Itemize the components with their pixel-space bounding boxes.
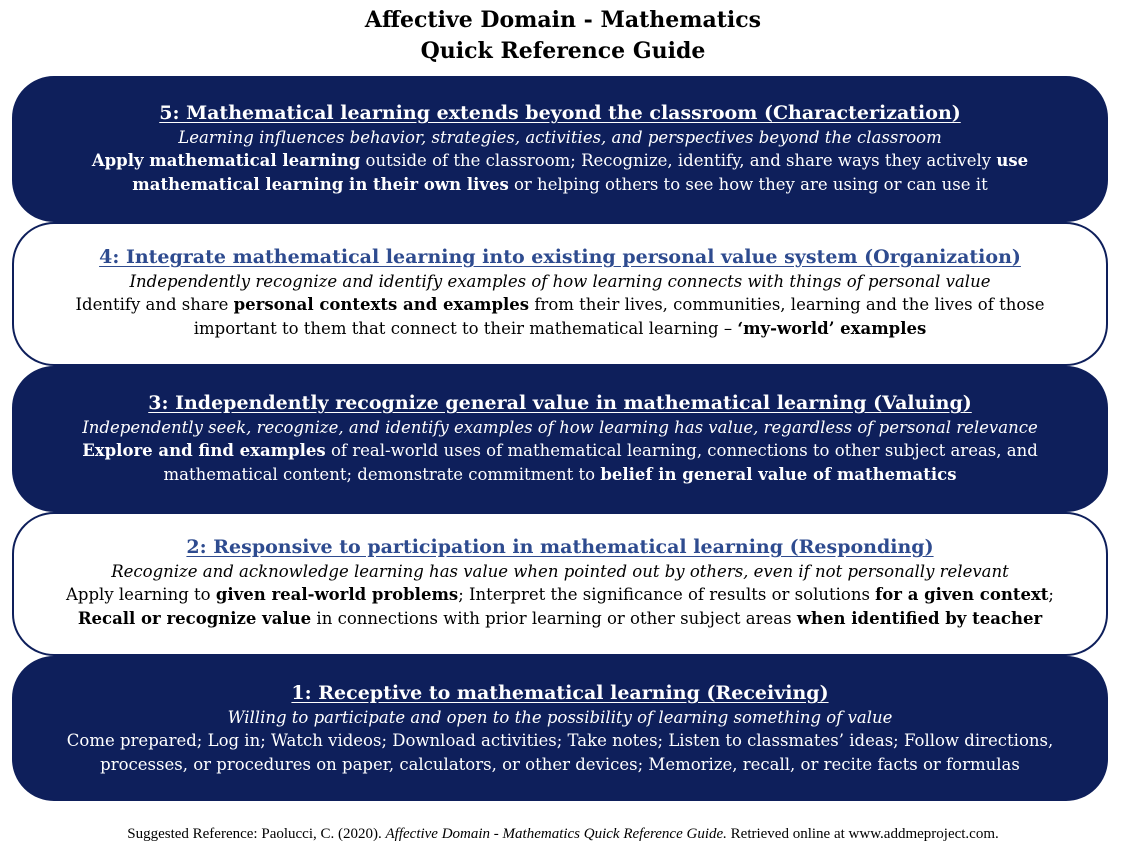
body-text: Identify and share	[75, 295, 234, 314]
reference-title: Affective Domain - Mathematics Quick Reference Guide.	[385, 826, 727, 842]
page-title: Affective Domain - Mathematics	[364, 7, 762, 33]
emphasis-text: Apply mathematical learning	[91, 151, 361, 170]
page-subtitle: Quick Reference Guide	[420, 38, 706, 64]
level-heading: 5: Mathematical learning extends beyond the classroom (Characterization)	[159, 102, 961, 124]
level-heading: 3: Independently recognize general value in mathematical learning (Valuing)	[148, 392, 972, 414]
level-description: Independently seek, recognize, and identify examples of how learning has value, regardless of personal relevance	[82, 418, 1038, 437]
level-body	[14, 439, 1106, 487]
level-body	[14, 729, 1106, 777]
body-text: Apply learning to	[66, 585, 216, 604]
level-heading: 4: Integrate mathematical learning into existing personal value system (Organization)	[99, 246, 1021, 268]
body-text: ;	[1048, 585, 1054, 604]
level-body	[14, 149, 1106, 197]
body-text: or helping others to see how they are using or can use it	[508, 175, 988, 194]
body-text: processes, or procedures on paper, calculators, or other devices; Memorize, recall, or recite facts or formulas	[100, 755, 1020, 774]
emphasis-text: for a given context	[875, 585, 1049, 604]
emphasis-text: Explore and find examples	[82, 441, 326, 460]
level-description: Recognize and acknowledge learning has value when pointed out by others, even if not personally relevant	[111, 562, 1009, 581]
body-text: Come prepared; Log in; Watch videos; Download activities; Take notes; Listen to classmates’ ideas; Follow directions,	[66, 731, 1054, 750]
level-3-valuing	[12, 366, 1108, 512]
level-2-responding	[12, 512, 1108, 656]
level-heading: 1: Receptive to mathematical learning (Receiving)	[291, 682, 829, 704]
emphasis-text: given real-world problems	[215, 585, 459, 604]
level-description: Independently recognize and identify examples of how learning connects with things of personal value	[129, 272, 991, 291]
emphasis-text: Recall or recognize value	[77, 609, 312, 628]
level-5-characterization	[12, 76, 1108, 222]
level-1-receiving	[12, 656, 1108, 801]
level-body	[14, 583, 1106, 631]
level-4-organization	[12, 222, 1108, 366]
body-text: of real-world uses of mathematical learning, connections to other subject areas, and	[325, 441, 1038, 460]
suggested-reference	[0, 824, 1126, 844]
emphasis-text: belief in general value of mathematics	[600, 465, 957, 484]
level-body	[14, 293, 1106, 341]
body-text: ; Interpret the significance of results or solutions	[458, 585, 876, 604]
reference-suffix: Retrieved online at www.addmeproject.com.	[726, 826, 999, 842]
emphasis-text: mathematical learning in their own lives	[132, 175, 509, 194]
body-text: from their lives, communities, learning and the lives of those	[529, 295, 1045, 314]
body-text: outside of the classroom; Recognize, identify, and share ways they actively	[360, 151, 997, 170]
emphasis-text: ‘my-world’ examples	[737, 319, 927, 338]
body-text: in connections with prior learning or other subject areas	[311, 609, 797, 628]
emphasis-text: personal contexts and examples	[233, 295, 530, 314]
emphasis-text: use	[996, 151, 1029, 170]
emphasis-text: when identified by teacher	[796, 609, 1043, 628]
body-text: mathematical content; demonstrate commitment to	[163, 465, 601, 484]
level-description: Learning influences behavior, strategies, activities, and perspectives beyond the classroom	[178, 128, 942, 147]
level-description: Willing to participate and open to the possibility of learning something of value	[227, 708, 893, 727]
level-heading: 2: Responsive to participation in mathematical learning (Responding)	[186, 536, 934, 558]
body-text: important to them that connect to their mathematical learning –	[193, 319, 738, 338]
reference-prefix: Suggested Reference: Paolucci, C. (2020).	[127, 826, 386, 842]
